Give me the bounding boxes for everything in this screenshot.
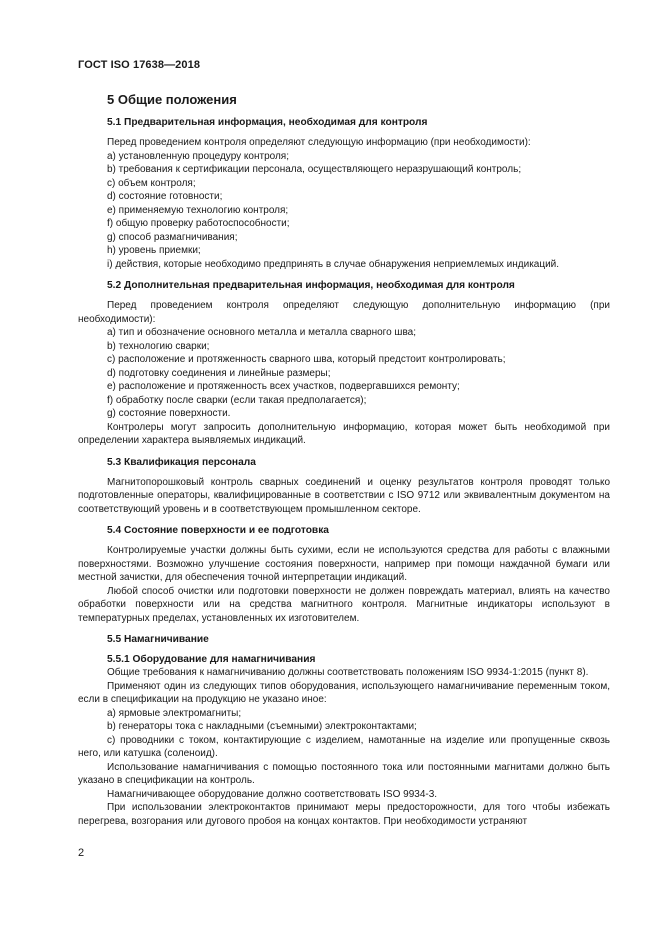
section-5-5-1-paragraph-5: При использовании электроконтактов принимают меры предосторожности, для того чтобы избежать перегрева, возгорания или дугового пробоя на концах контактов. При необходимости устраняют (78, 802, 610, 827)
list-item: d) состояние готовности; (107, 191, 223, 202)
list-item: c) проводники с током, контактирующие с изделием, намотанные на изделие или пропущенные сквозь него, или катушка (соленоид). (78, 734, 610, 759)
list-item: g) состояние поверхности. (107, 408, 231, 419)
list-item: e) применяемую технологию контроля; (107, 204, 289, 216)
list-item: b) технологию сварки; (107, 340, 210, 352)
section-5-2-title: 5.2 Дополнительная предварительная информация, необходимая для контроля (107, 280, 515, 291)
section-5-2-intro: Перед проведением контроля определяют следующую дополнительную информацию (при необходимости): (78, 300, 610, 325)
section-5-title: 5 Общие положения (107, 92, 237, 107)
list-item: d) подготовку соединения и линейные размеры; (107, 367, 331, 379)
section-5-3-title: 5.3 Квалификация персонала (107, 456, 256, 468)
list-item: g) способ размагничивания; (107, 231, 238, 243)
section-5-4-title: 5.4 Состояние поверхности и ее подготовка (107, 525, 329, 536)
section-5-5-1-paragraph-4: Намагничивающее оборудование должно соответствовать ISO 9934-3. (107, 788, 438, 800)
list-item: f) общую проверку работоспособности; (107, 218, 290, 229)
section-5-5-1-paragraph-1: Общие требования к намагничиванию должны соответствовать положениям ISO 9934-1:2015 (пункт 8). (107, 667, 589, 678)
section-5-5-title: 5.5 Намагничивание (107, 634, 209, 645)
list-item: b) требования к сертификации персонала, осуществляющего неразрушающий контроль; (107, 164, 522, 175)
section-5-5-1-paragraph-3: Использование намагничивания с помощью постоянного тока или постоянными магнитами должно быть указано в спецификации на контроль. (78, 761, 610, 786)
list-item: a) тип и обозначение основного металла и металла сварного шва; (107, 327, 416, 338)
document-header: ГОСТ ISO 17638—2018 (78, 59, 201, 71)
section-5-2-outro: Контролеры могут запросить дополнительную информацию, которая может быть необходимой при определении характера выявляемых индикаций. (78, 421, 610, 446)
list-item: b) генераторы тока с накладными (съемными) электроконтактами; (107, 721, 417, 732)
list-item: e) расположение и протяженность всех участков, подвергавшихся ремонту; (107, 381, 460, 392)
section-5-5-1-title: 5.5.1 Оборудование для намагничивания (107, 654, 316, 665)
list-item: h) уровень приемки; (107, 245, 201, 256)
list-item: a) установленную процедуру контроля; (107, 150, 290, 162)
list-item: a) ярмовые электромагниты; (107, 707, 242, 719)
document-body (78, 92, 610, 828)
page-number: 2 (78, 847, 85, 859)
list-item: c) расположение и протяженность сварного шва, который предстоит контролировать; (107, 354, 506, 365)
list-item: c) объем контроля; (107, 177, 196, 189)
list-item: i) действия, которые необходимо предпринять в случае обнаружения неприемлемых индикаций. (107, 258, 560, 270)
section-5-3-text: Магнитопорошковый контроль сварных соединений и оценку результатов контроля проводят только подготовленные операторы, квалифицированные в соответствии с ISO 9712 или эквивалентным документом на соответствующий уровень и в соответствующем промышленном секторе. (78, 476, 610, 515)
section-5-1-title: 5.1 Предварительная информация, необходимая для контроля (107, 117, 428, 128)
section-5-4-paragraph-1: Контролируемые участки должны быть сухими, если не используются средства для работы с влажными поверхностями. Возможно улучшение состояния поверхности, например при помощи наждачной бумаги или местной зачистки, для обеспечения точной интерпретации индикаций. (78, 545, 610, 583)
section-5-4-paragraph-2: Любой способ очистки или подготовки поверхности не должен повреждать материал, влиять на качество обработки поверхности или на средства магнитного контроля. Магнитные индикаторы используют в температурных пределах, установленных их изготовителем. (78, 585, 610, 624)
section-5-1-intro: Перед проведением контроля определяют следующую информацию (при необходимости): (107, 137, 531, 148)
section-5-5-1-paragraph-2: Применяют один из следующих типов оборудования, использующего намагничивание переменным током, если в спецификации на продукцию не указано иное: (78, 680, 610, 705)
list-item: f) обработку после сварки (если такая предполагается); (107, 394, 367, 406)
